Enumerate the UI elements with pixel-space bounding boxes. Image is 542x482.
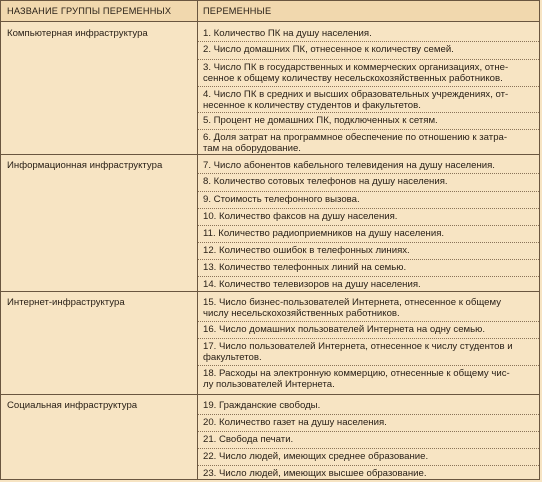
- variable-item: [198, 160, 539, 171]
- item-separator: [198, 86, 539, 87]
- item-separator: [198, 208, 539, 209]
- group-variables: [198, 394, 539, 479]
- header-variables: ПЕРЕМЕННЫЕ: [203, 6, 272, 16]
- group-name: Интернет-инфраструктура: [7, 297, 125, 308]
- variable-text-line: 8. Количество сотовых телефонов на душу населения.: [203, 176, 448, 187]
- variable-text-line: 12. Количество ошибок в телефонных линиях.: [203, 245, 410, 256]
- item-separator: [198, 365, 539, 366]
- variable-text-line: 21. Свобода печати.: [203, 434, 294, 445]
- variable-text-line: 11. Количество радиоприемников на душу населения.: [203, 228, 445, 239]
- variable-text-line: 14. Количество телевизоров на душу населения.: [203, 279, 421, 290]
- item-separator: [198, 259, 539, 260]
- variable-item: [198, 434, 539, 445]
- item-separator: [198, 242, 539, 243]
- item-separator: [198, 191, 539, 192]
- variable-text-line: числу несельскохозяйственных работников.: [203, 308, 400, 319]
- variable-text-line: сенное к общему количеству несельскохозяйственных работников.: [203, 73, 503, 84]
- item-separator: [198, 173, 539, 174]
- variable-text-line: 9. Стоимость телефонного вызова.: [203, 194, 360, 205]
- variable-item: [198, 279, 539, 290]
- item-separator: [198, 112, 539, 113]
- variable-item: [198, 468, 539, 479]
- variable-text-line: 5. Процент не домашних ПК, подключенных к сетям.: [203, 115, 438, 126]
- group-variables: [198, 154, 539, 291]
- item-separator: [198, 465, 539, 466]
- variable-text-line: несенное к количеству студентов и факультетов.: [203, 100, 421, 111]
- item-separator: [198, 41, 539, 42]
- group-name: Социальная инфраструктура: [7, 400, 138, 411]
- variable-item: [198, 194, 539, 205]
- variable-item: [198, 297, 539, 319]
- variable-text-line: 7. Число абонентов кабельного телевидения на душу населения.: [203, 160, 495, 171]
- item-separator: [198, 276, 539, 277]
- variable-text-line: 2. Число домашних ПК, отнесенное к количеству семей.: [203, 44, 454, 55]
- variable-text-line: 17. Число пользователей Интернета, отнесенное к числу студентов и: [203, 341, 513, 352]
- variable-item: [198, 245, 539, 256]
- variable-text-line: 20. Количество газет на душу населения.: [203, 417, 387, 428]
- group-variables: [198, 22, 539, 154]
- variable-item: [198, 115, 539, 126]
- group-variables: [198, 291, 539, 394]
- variable-item: [198, 262, 539, 273]
- variable-item: [198, 176, 539, 187]
- item-separator: [198, 59, 539, 60]
- variable-text-line: 16. Число домашних пользователей Интернета на одну семью.: [203, 324, 485, 335]
- item-separator: [198, 338, 539, 339]
- variable-text-line: 6. Доля затрат на программное обеспечение по отношению к затра-: [203, 132, 508, 143]
- variable-text-line: 22. Число людей, имеющих среднее образование.: [203, 451, 429, 462]
- variable-item: [198, 417, 539, 428]
- variable-item: [198, 62, 539, 84]
- item-separator: [198, 225, 539, 226]
- item-separator: [198, 129, 539, 130]
- variable-item: [198, 400, 539, 411]
- variable-text-line: 4. Число ПК в средних и высших образовательных учреждениях, от-: [203, 89, 509, 100]
- table-header: [1, 1, 539, 22]
- group-name: Компьютерная инфраструктура: [7, 28, 148, 39]
- variable-item: [198, 44, 539, 55]
- variable-item: [198, 228, 539, 239]
- variable-item: [198, 451, 539, 462]
- item-separator: [198, 414, 539, 415]
- variable-text-line: 15. Число бизнес-пользователей Интернета, отнесенное к общему: [203, 297, 502, 308]
- variable-text-line: 19. Гражданские свободы.: [203, 400, 321, 411]
- variable-item: [198, 324, 539, 335]
- variable-item: [198, 28, 539, 39]
- variable-text-line: 3. Число ПК в государственных и коммерческих организациях, отне-: [203, 62, 509, 73]
- variable-item: [198, 211, 539, 222]
- variable-text-line: факультетов.: [203, 352, 262, 363]
- variable-text-line: 13. Количество телефонных линий на семью.: [203, 262, 407, 273]
- variable-text-line: 1. Количество ПК на душу населения.: [203, 28, 372, 39]
- header-group-name: НАЗВАНИЕ ГРУППЫ ПЕРЕМЕННЫХ: [7, 6, 172, 16]
- variable-item: [198, 132, 539, 154]
- variable-text-line: там на оборудование.: [203, 143, 301, 154]
- group-name: Информационная инфраструктура: [7, 160, 163, 171]
- variable-item: [198, 341, 539, 363]
- item-separator: [198, 448, 539, 449]
- variable-item: [198, 368, 539, 390]
- variable-text-line: 23. Число людей, имеющих высшее образование.: [203, 468, 427, 479]
- variable-text-line: 10. Количество факсов на душу населения.: [203, 211, 398, 222]
- item-separator: [198, 431, 539, 432]
- item-separator: [198, 321, 539, 322]
- variable-item: [198, 89, 539, 111]
- variable-text-line: лу пользователей Интернета.: [203, 379, 335, 390]
- variable-text-line: 18. Расходы на электронную коммерцию, отнесенные к общему чис-: [203, 368, 510, 379]
